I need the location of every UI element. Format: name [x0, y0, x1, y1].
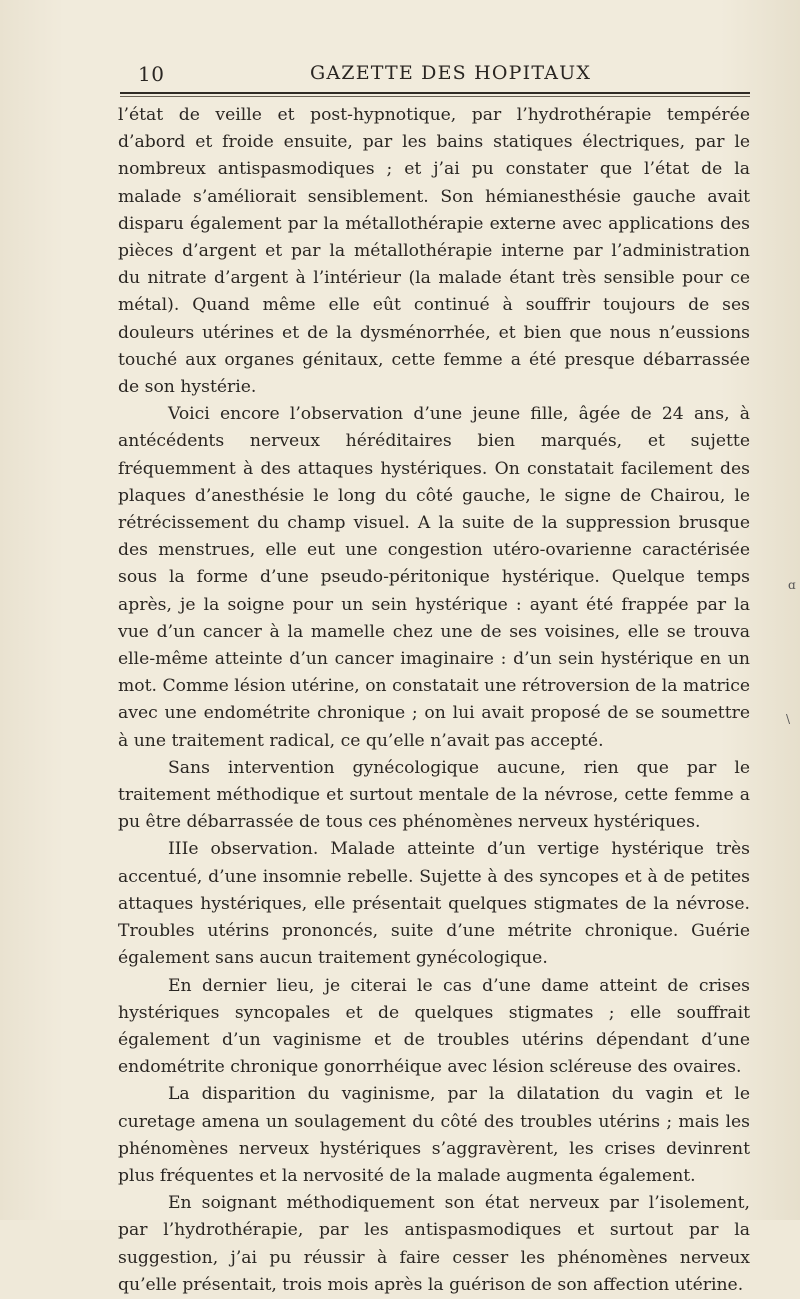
paragraph-conclusion: En soignant méthodiquement son état nerveux par l’isolement, par l’hydrothérapie, par les antispasmodiques et surtout par la suggestion, j’ai pu réussir à faire cesser les phénomènes nerveux qu’elle présentait, trois mois après la guérison de son affection utérine.	[118, 1193, 750, 1295]
page-number: 10	[138, 62, 165, 86]
paragraph-last-case: En dernier lieu, je citerai le cas d’une dame atteint de crises hystériques syncopales et de quelques stigmates ; elle souffrait également d’un vaginisme et de troubles utérins dépendant d’une endométrite chronique gonorrhéique avec lésion scléreuse des ovaires.	[118, 975, 750, 1078]
header-rule-thin	[120, 96, 750, 97]
paragraph-continuation: l’état de veille et post-hypnotique, par l’hydrothérapie tempérée d’abord et froide ensuite, par les bains statiques électriques, par le nombreux antispasmodiques ; et j’ai pu constater que l’état de la malade s’améliorait sensiblement. Son hémianesthésie gauche avait disparu également par la métallothérapie externe avec applications des pièces d’argent et par la métallothérapie interne par l’administration du nitrate d’argent à l’intérieur (la malade étant très sensible pour ce métal). Quand même elle eût continué à souffrir toujours de ses douleurs utérines et de la dysménorrhée, et bien que nous n’eussions touché aux organes génitaux, cette femme a été presque débarrassée de son hystérie.	[118, 105, 750, 398]
article-body	[118, 102, 750, 1299]
paragraph-observation-3: IIIe observation. Malade atteinte d’un vertige hystérique très accentué, d’une insomnie rebelle. Sujette à des syncopes et à de petites attaques hystériques, elle présentait quelques stigmates de la névrose. Troubles utérins prononcés, suite d’une métrite chronique. Guérie également sans aucun traitement gynécologique.	[118, 839, 750, 969]
paragraph-result-2: Sans intervention gynécologique aucune, rien que par le traitement méthodique et surtout mentale de la névrose, cette femme a pu être débarrassée de tous ces phénomènes nerveux hystériques.	[118, 757, 750, 833]
header-rule	[120, 92, 750, 94]
margin-mark: \	[786, 712, 791, 726]
running-title: GAZETTE DES HOPITAUX	[310, 62, 592, 84]
page-header	[120, 62, 750, 90]
paragraph-vaginismus: La disparition du vaginisme, par la dilatation du vagin et le curetage amena un soulagement du côté des troubles utérins ; mais les phénomènes nerveux hystériques s’aggravèrent, les crises devinrent plus fréquentes et la nervosité de la malade augmenta également.	[118, 1084, 750, 1186]
margin-mark: ɑ	[788, 578, 796, 592]
paragraph-observation-2: Voici encore l’observation d’une jeune fille, âgée de 24 ans, à antécédents nerveux héréditaires bien marqués, et sujette fréquemment à des attaques hystériques. On constatait facilement des plaques d’anesthésie le long du côté gauche, le signe de Chairou, le rétrécissement du champ visuel. A la suite de la suppression brusque des menstrues, elle eut une congestion utéro-ovarienne caractérisée sous la forme d’une pseudo-péritonique hystérique. Quelque temps après, je la soigne pour un sein hystérique : ayant été frappée par la vue d’un cancer à la mamelle chez une de ses voisines, elle se trouva elle-même atteinte d’un cancer imaginaire : d’un sein hystérique en un mot. Comme lésion utérine, on constatait une rétroversion de la matrice avec une endométrite chronique ; on lui avait proposé de se soumettre à une traitement radical, ce qu’elle n’avait pas accepté.	[118, 404, 750, 751]
